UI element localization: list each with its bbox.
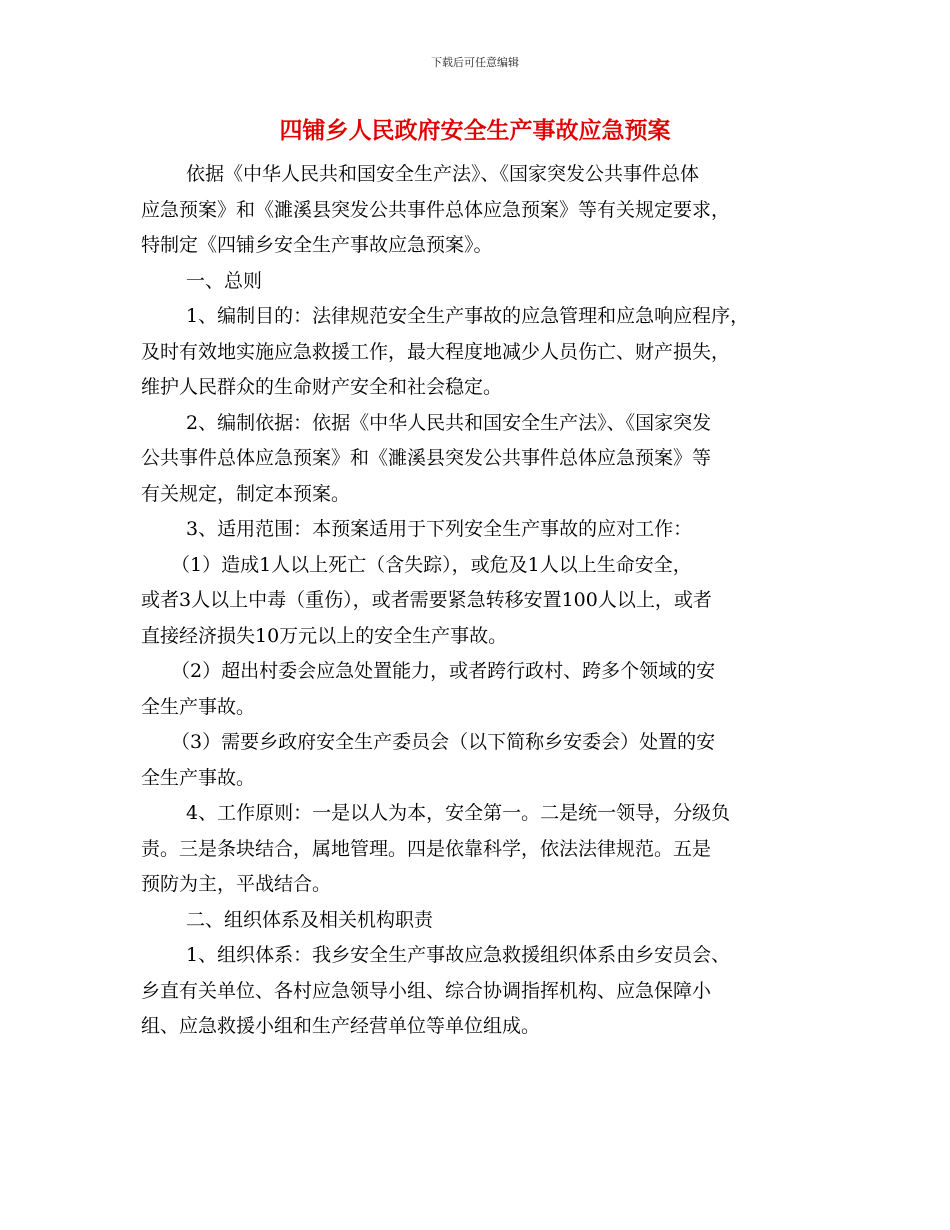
paragraph-line: 1、组织体系：我乡安全生产事故应急救援组织体系由乡安员会、 bbox=[186, 944, 731, 966]
paragraph bbox=[141, 406, 811, 513]
paragraph-line: 责。三是条块结合，属地管理。四是依靠科学，依法法律规范。五是 bbox=[141, 837, 712, 860]
paragraph-line: 预防为主，平战结合。 bbox=[141, 873, 332, 895]
paragraph-line: （3）需要乡政府安全生产委员会（以下简称乡安委会）处置的安 bbox=[171, 731, 716, 753]
paragraph-line: 依据《中华人民共和国安全生产法》、《国家突发公共事件总体 bbox=[186, 163, 700, 185]
paragraph-line: 乡直有关单位、各村应急领导小组、综合协调指挥机构、应急保障小 bbox=[141, 979, 712, 1002]
paragraph-line: 3、适用范围：本预案适用于下列安全生产事故的应对工作： bbox=[186, 518, 693, 540]
paragraph-line: （2）超出村委会应急处置能力，或者跨行政村、跨多个领域的安 bbox=[171, 660, 716, 682]
paragraph-line: 一、总则 bbox=[186, 269, 263, 292]
paragraph bbox=[141, 548, 811, 655]
paragraph-line: 公共事件总体应急预案》和《濉溪县突发公共事件总体应急预案》等 bbox=[141, 447, 712, 469]
paragraph-line: 4、工作原则：一是以人为本，安全第一。二是统一领导，分级负 bbox=[186, 802, 731, 824]
paragraph bbox=[141, 512, 811, 548]
paragraph-line: 直接经济损失10万元以上的安全生产事故。 bbox=[141, 624, 508, 647]
paragraph-line: 全生产事故。 bbox=[141, 766, 256, 789]
paragraph bbox=[141, 299, 811, 406]
document-title: 四铺乡人民政府安全生产事故应急预案 bbox=[279, 117, 671, 144]
paragraph-line: 组、应急救援小组和生产经营单位等单位组成。 bbox=[141, 1015, 541, 1037]
paragraph-line: 应急预案》和《濉溪县突发公共事件总体应急预案》等有关规定要求， bbox=[141, 198, 731, 221]
paragraph bbox=[141, 725, 811, 796]
paragraph-line: 特制定《四铺乡安全生产事故应急预案》。 bbox=[141, 234, 493, 256]
paragraph-line: 2、编制依据：依据《中华人民共和国安全生产法》、《国家突发 bbox=[186, 411, 712, 434]
paragraph-line: 全生产事故。 bbox=[141, 695, 256, 718]
paragraph bbox=[141, 157, 811, 264]
paragraph bbox=[141, 264, 811, 300]
paragraph-line: 有关规定，制定本预案。 bbox=[141, 482, 351, 505]
paragraph-line: 及时有效地实施应急救援工作，最大程度地减少人员伤亡、财产损失， bbox=[141, 340, 731, 363]
paragraph-line: （1）造成1人以上死亡（含失踪），或危及1人以上生命安全， bbox=[171, 553, 692, 576]
document-body bbox=[141, 157, 811, 1045]
paragraph-line: 1、编制目的：法律规范安全生产事故的应急管理和应急响应程序， bbox=[186, 305, 750, 327]
paragraph bbox=[141, 938, 811, 1045]
paragraph-line: 维护人民群众的生命财产安全和社会稳定。 bbox=[141, 376, 503, 398]
header-note: 下载后可任意编辑 bbox=[431, 56, 519, 69]
paragraph bbox=[141, 903, 811, 939]
paragraph bbox=[141, 796, 811, 903]
paragraph bbox=[141, 654, 811, 725]
paragraph-line: 或者3人以上中毒（重伤），或者需要紧急转移安置100人以上，或者 bbox=[141, 589, 712, 611]
paragraph-line: 二、组织体系及相关机构职责 bbox=[186, 908, 434, 931]
